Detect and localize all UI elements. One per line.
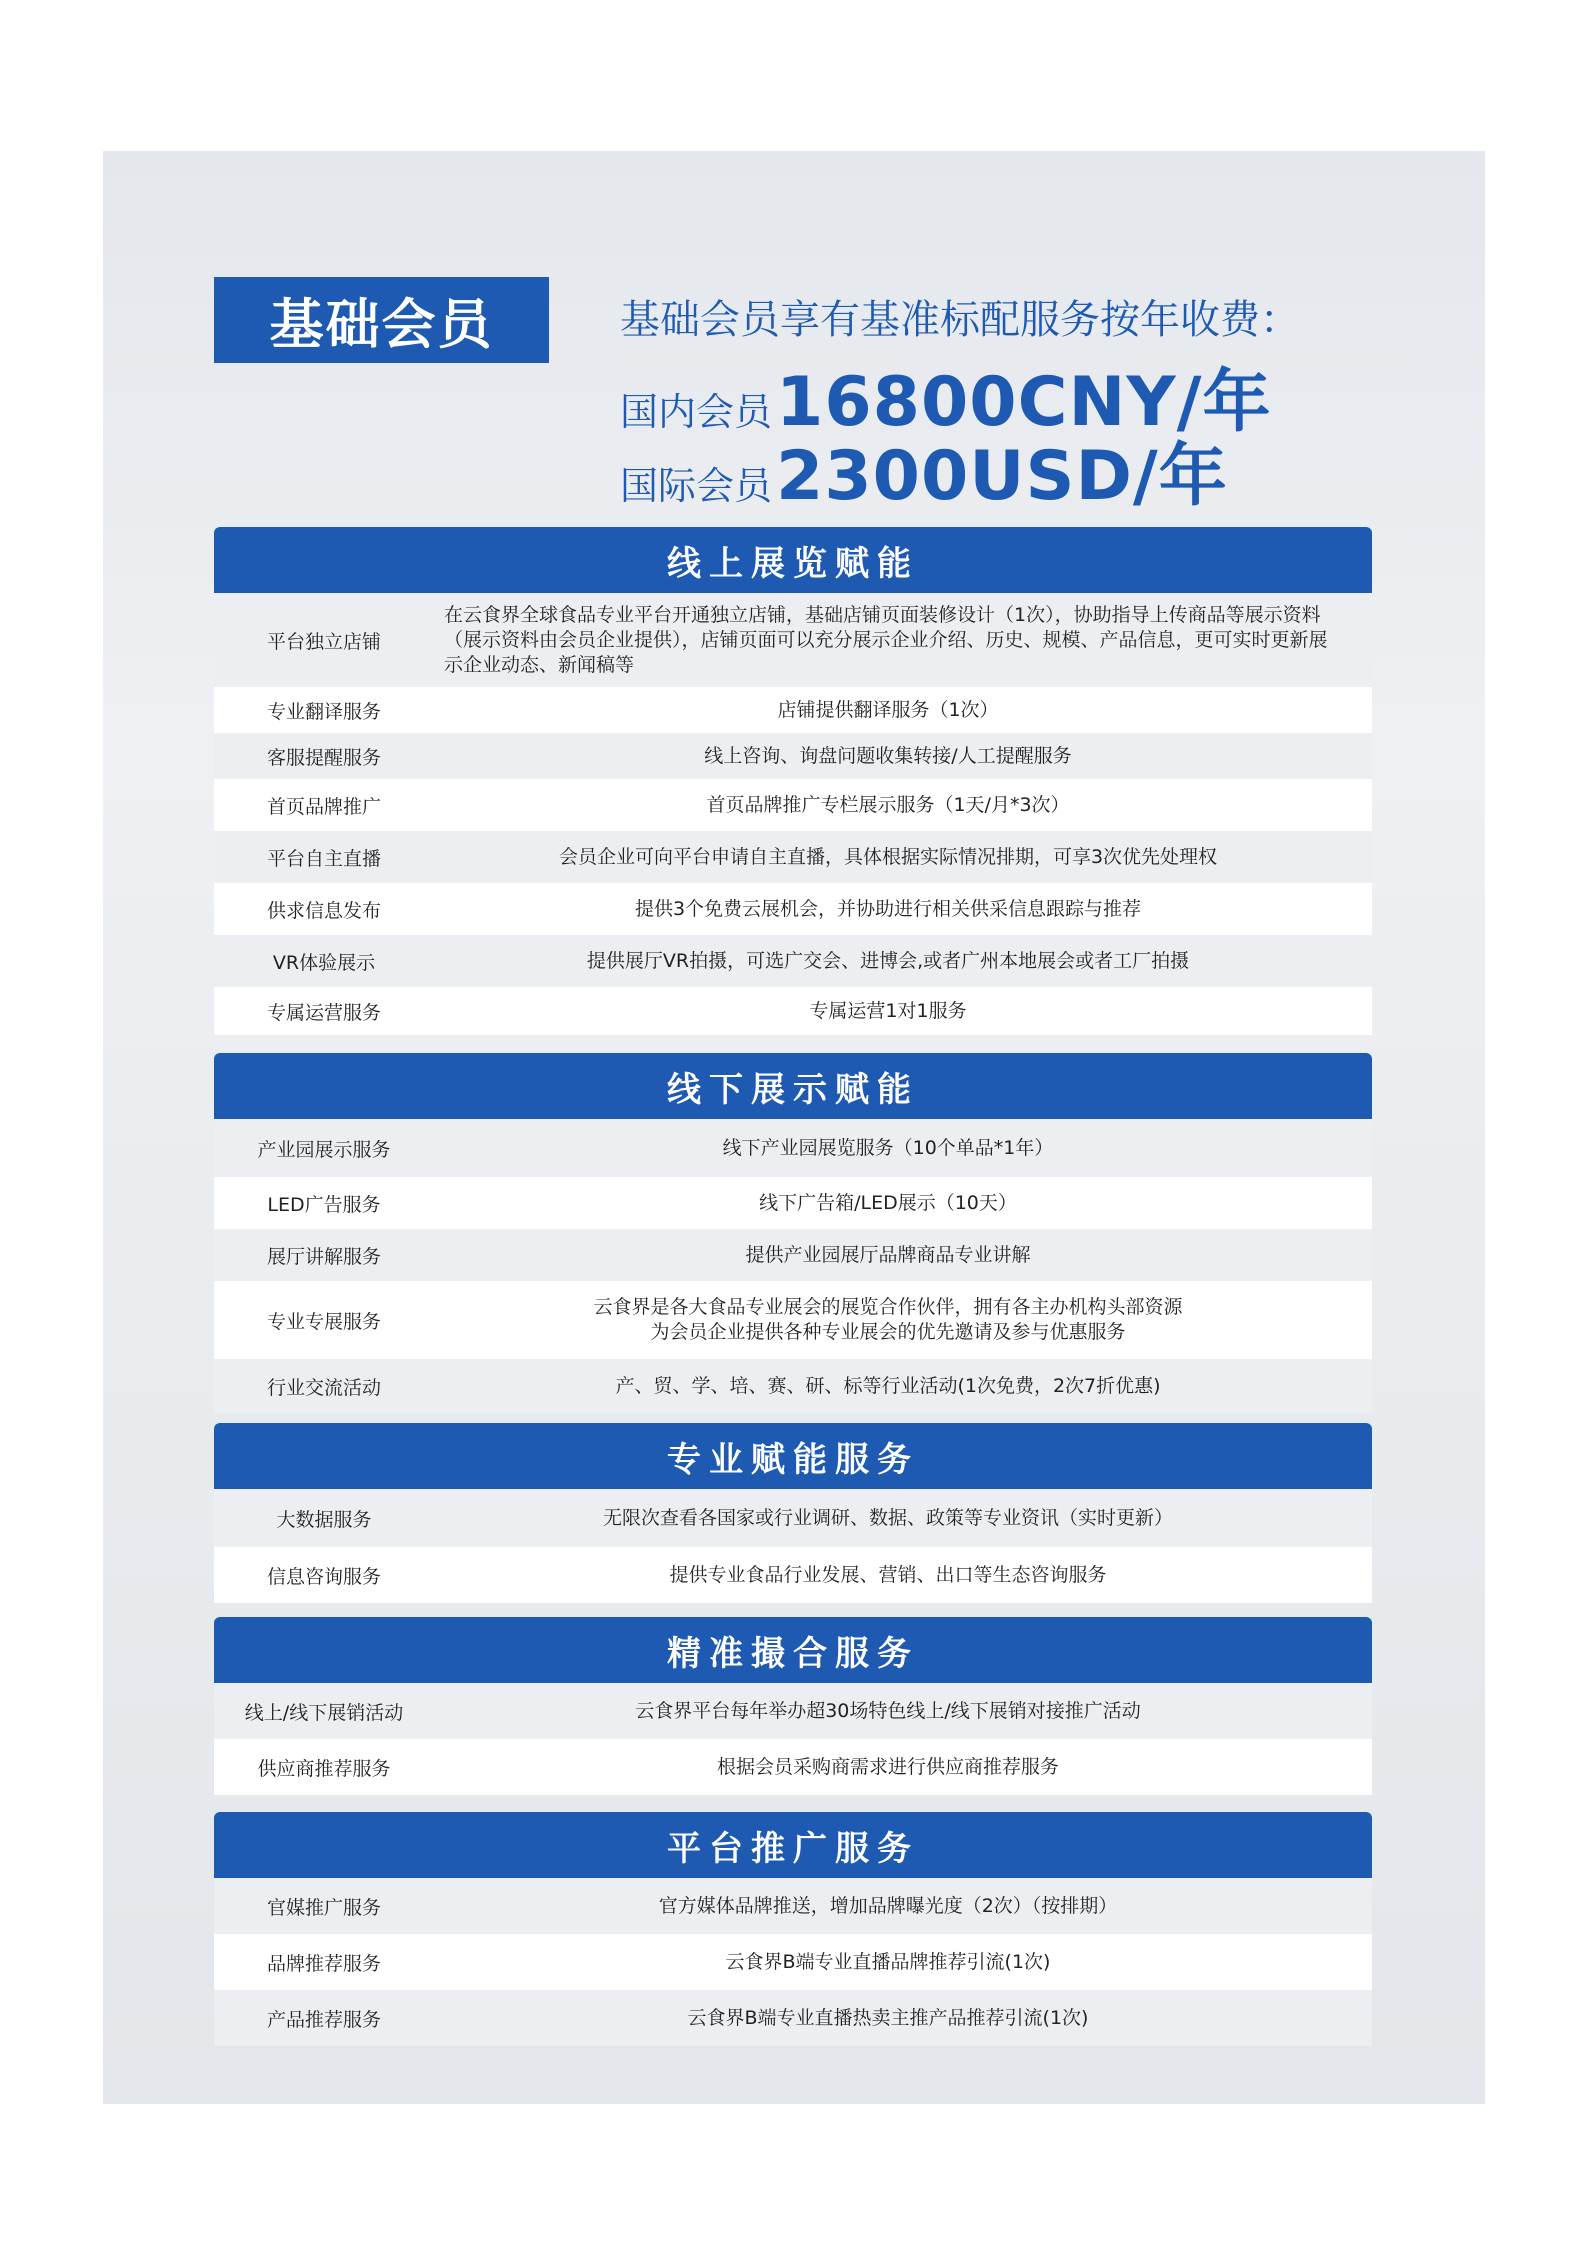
service-name: 信息咨询服务 xyxy=(266,1565,381,1588)
table-row xyxy=(214,987,1372,1035)
service-name: 行业交流活动 xyxy=(266,1376,381,1399)
service-name: 首页品牌推广 xyxy=(266,795,381,818)
section-title: 线上展览赋能 xyxy=(214,527,1372,593)
service-desc: 提供产业园展厅品牌商品专业讲解 xyxy=(745,1243,1031,1266)
membership-badge: 基础会员 xyxy=(214,277,549,363)
service-desc: 云食界B端专业直播热卖主推产品推荐引流(1次) xyxy=(687,2006,1089,2029)
service-desc: 提供专业食品行业发展、营销、出口等生态咨询服务 xyxy=(669,1563,1107,1586)
domestic-price: 16800CNY/年 xyxy=(776,363,1272,442)
table-row xyxy=(214,1359,1372,1413)
international-price-line xyxy=(620,422,1228,519)
service-desc: 云食界B端专业直播品牌推荐引流(1次) xyxy=(725,1950,1051,1973)
international-price: 2300USD/年 xyxy=(776,437,1228,516)
table-row xyxy=(214,1177,1372,1229)
table-row xyxy=(214,779,1372,831)
table-row xyxy=(214,1990,1372,2046)
service-desc: 云食界平台每年举办超30场特色线上/线下展销对接推广活动 xyxy=(635,1699,1141,1722)
service-name: 专属运营服务 xyxy=(266,1001,381,1024)
service-name: 产业园展示服务 xyxy=(257,1138,391,1161)
service-name: 专业翻译服务 xyxy=(266,700,381,723)
table-row xyxy=(214,1489,1372,1547)
table-row xyxy=(214,935,1372,987)
table-row xyxy=(214,1934,1372,1990)
table-row xyxy=(214,831,1372,883)
service-desc: 会员企业可向平台申请自主直播，具体根据实际情况排期，可享3次优先处理权 xyxy=(558,845,1218,868)
service-name: 平台独立店铺 xyxy=(266,630,381,653)
service-name: 平台自主直播 xyxy=(266,847,381,870)
service-desc: 专属运营1对1服务 xyxy=(809,999,967,1022)
international-label: 国际会员 xyxy=(620,464,773,508)
service-name: 客服提醒服务 xyxy=(266,746,381,769)
table-row xyxy=(214,1683,1372,1739)
section-title: 专业赋能服务 xyxy=(214,1423,1372,1489)
table-row xyxy=(214,1229,1372,1281)
section-title: 精准撮合服务 xyxy=(214,1617,1372,1683)
table-row xyxy=(214,733,1372,779)
service-desc: 根据会员采购商需求进行供应商推荐服务 xyxy=(716,1755,1059,1778)
service-name: 线上/线下展销活动 xyxy=(244,1701,404,1724)
table-row xyxy=(214,1281,1372,1359)
table-row xyxy=(214,593,1372,687)
service-name: 大数据服务 xyxy=(276,1508,372,1531)
service-desc: 店铺提供翻译服务（1次） xyxy=(777,698,999,721)
section-title: 平台推广服务 xyxy=(214,1812,1372,1878)
service-desc: 提供3个免费云展机会，并协助进行相关供采信息跟踪与推荐 xyxy=(634,897,1142,920)
section-platform-promotion xyxy=(214,1812,1372,2046)
section-online-exhibition xyxy=(214,527,1372,1035)
service-desc: 线下广告箱/LED展示（10天） xyxy=(759,1191,1017,1214)
service-name: 供应商推荐服务 xyxy=(257,1757,391,1780)
service-desc: 在云食界全球食品专业平台开通独立店铺，基础店铺页面装修设计（1次），协助指导上传商品等展示资料（展示资料由会员企业提供），店铺页面可以充分展示企业介绍、历史、规模、产品信息，更可实时更新展示企业动态、新闻稿等 xyxy=(444,603,1328,676)
service-name: 品牌推荐服务 xyxy=(266,1952,381,1975)
service-name: VR体验展示 xyxy=(272,951,376,974)
table-row xyxy=(214,687,1372,733)
table-row xyxy=(214,883,1372,935)
domestic-label: 国内会员 xyxy=(620,390,773,434)
service-desc: 无限次查看各国家或行业调研、数据、政策等专业资讯（实时更新） xyxy=(602,1506,1173,1529)
section-offline-display xyxy=(214,1053,1372,1413)
table-row xyxy=(214,1878,1372,1934)
table-row xyxy=(214,1547,1372,1603)
service-desc: 线上咨询、询盘问题收集转接/人工提醒服务 xyxy=(704,744,1072,767)
service-desc: 官方媒体品牌推送，增加品牌曝光度（2次）（按排期） xyxy=(658,1894,1118,1917)
service-name: 供求信息发布 xyxy=(266,899,381,922)
service-desc: 线下产业园展览服务（10个单品*1年） xyxy=(722,1136,1054,1159)
service-name: 专业专展服务 xyxy=(266,1310,381,1333)
service-name: 官媒推广服务 xyxy=(266,1896,381,1919)
service-name: 产品推荐服务 xyxy=(266,2008,381,2031)
section-professional-services xyxy=(214,1423,1372,1603)
section-matchmaking-services xyxy=(214,1617,1372,1795)
service-desc: 首页品牌推广专栏展示服务（1天/月*3次） xyxy=(706,793,1070,816)
table-row xyxy=(214,1119,1372,1177)
service-desc: 提供展厅VR拍摄，可选广交会、进博会,或者广州本地展会或者工厂拍摄 xyxy=(586,949,1190,972)
service-desc: 产、贸、学、培、赛、研、标等行业活动(1次免费，2次7折优惠) xyxy=(615,1374,1161,1397)
service-desc: 云食界是各大食品专业展会的展览合作伙伴，拥有各主办机构头部资源 为会员企业提供各种专业展会的优先邀请及参与优惠服务 xyxy=(593,1296,1183,1343)
membership-headline: 基础会员享有基准标配服务按年收费： xyxy=(620,297,1300,343)
service-name: 展厅讲解服务 xyxy=(266,1245,381,1268)
table-row xyxy=(214,1739,1372,1795)
section-title: 线下展示赋能 xyxy=(214,1053,1372,1119)
service-name: LED广告服务 xyxy=(267,1193,381,1216)
